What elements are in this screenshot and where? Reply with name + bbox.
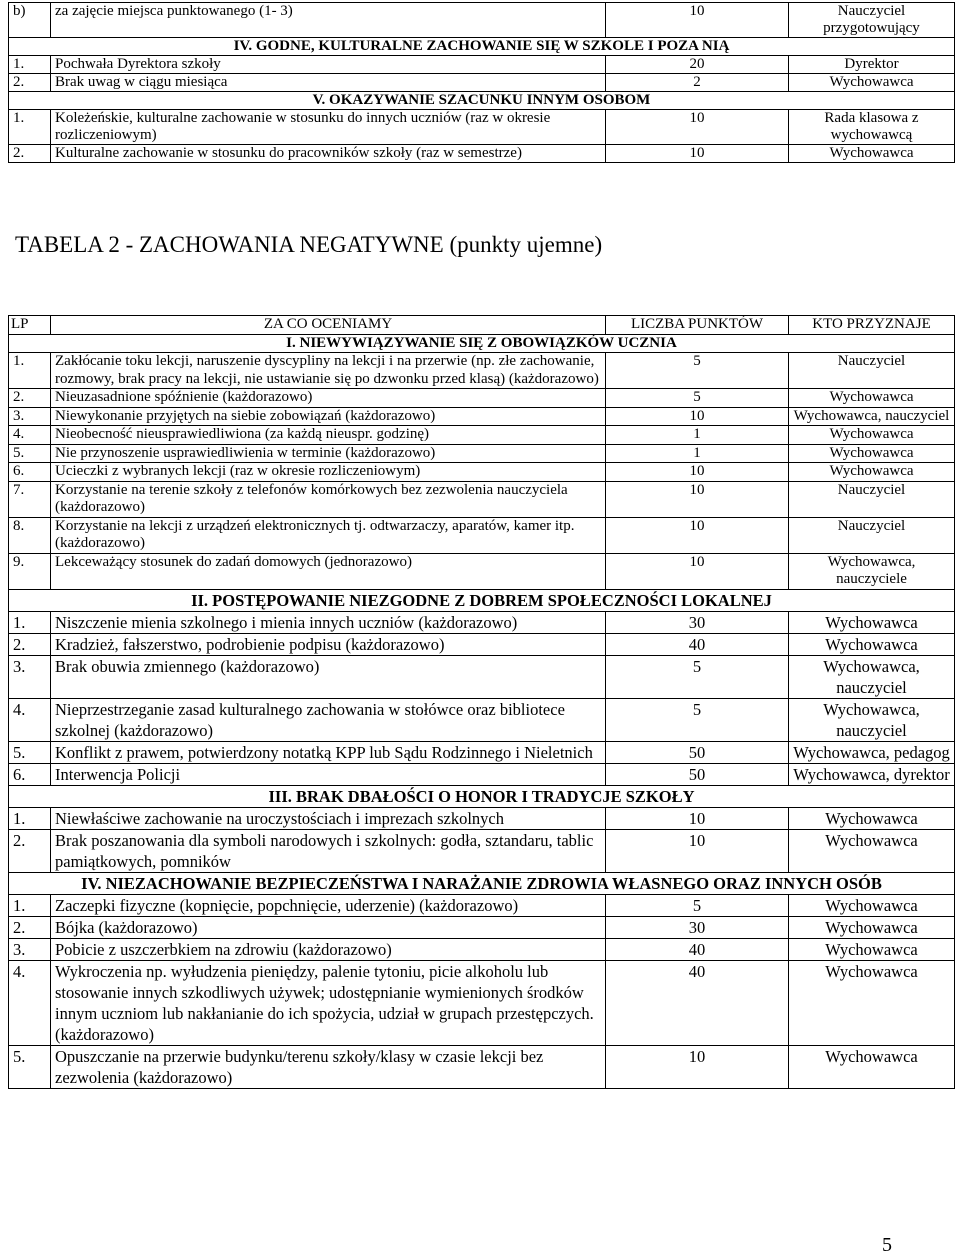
table-row <box>9 611 955 633</box>
section-title: III. BRAK DBAŁOŚCI O HONOR I TRADYCJE SZKOŁY <box>9 785 955 807</box>
section-row <box>9 589 955 611</box>
page-number: 5 <box>882 1234 892 1256</box>
row-awarded-by: Wychowawca <box>789 894 955 916</box>
row-number: b) <box>9 3 51 38</box>
table-row <box>9 829 955 872</box>
row-awarded-by: Wychowawca, dyrektor <box>789 763 955 785</box>
row-number: 5. <box>9 444 51 463</box>
row-description: Niszczenie mienia szkolnego i mienia innych uczniów (każdorazowo) <box>51 611 606 633</box>
row-points: 10 <box>606 481 789 517</box>
row-number: 2. <box>9 145 51 163</box>
row-awarded-by: Wychowawca, nauczyciel <box>789 655 955 698</box>
row-number: 2. <box>9 389 51 408</box>
row-awarded-by: Wychowawca <box>789 611 955 633</box>
row-number: 2. <box>9 916 51 938</box>
row-description: za zajęcie miejsca punktowanego (1- 3) <box>51 3 606 38</box>
table-row <box>9 807 955 829</box>
table-row <box>9 916 955 938</box>
row-awarded-by: Nauczyciel <box>789 481 955 517</box>
row-number: 5. <box>9 1045 51 1088</box>
row-points: 10 <box>606 110 789 145</box>
table-row <box>9 960 955 1045</box>
row-description: Brak poszanowania dla symboli narodowych i szkolnych: godła, sztandaru, tablic pamiątkowych, pomników <box>51 829 606 872</box>
row-description: Brak obuwia zmiennego (każdorazowo) <box>51 655 606 698</box>
row-points: 10 <box>606 145 789 163</box>
row-awarded-by: Wychowawca <box>789 444 955 463</box>
table-row <box>9 389 955 408</box>
row-awarded-by: Wychowawca <box>789 145 955 163</box>
row-awarded-by: Wychowawca <box>789 426 955 445</box>
header-lp: LP <box>9 316 51 335</box>
row-awarded-by: Rada klasowa z wychowawcą <box>789 110 955 145</box>
row-description: Zaczepki fizyczne (kopnięcie, popchnięcie, uderzenie) (każdorazowo) <box>51 894 606 916</box>
row-description: Nie przynoszenie usprawiedliwienia w terminie (każdorazowo) <box>51 444 606 463</box>
row-number: 5. <box>9 741 51 763</box>
section-title: II. POSTĘPOWANIE NIEZGODNE Z DOBREM SPOŁECZNOŚCI LOKALNEJ <box>9 589 955 611</box>
row-number: 3. <box>9 407 51 426</box>
table-row <box>9 763 955 785</box>
row-description: Ucieczki z wybranych lekcji (raz w okresie rozliczeniowym) <box>51 463 606 482</box>
table-row <box>9 894 955 916</box>
row-points: 10 <box>606 517 789 553</box>
table-row <box>9 698 955 741</box>
table-row <box>9 633 955 655</box>
table-header-row <box>9 316 955 335</box>
table2-heading: TABELA 2 - ZACHOWANIA NEGATYWNE (punkty ujemne) <box>15 232 603 257</box>
row-number: 1. <box>9 56 51 74</box>
row-points: 5 <box>606 353 789 389</box>
row-points: 1 <box>606 426 789 445</box>
row-awarded-by: Nauczyciel <box>789 353 955 389</box>
row-description: Pobicie z uszczerbkiem na zdrowiu (każdorazowo) <box>51 938 606 960</box>
row-points: 10 <box>606 407 789 426</box>
header-what: ZA CO OCENIAMY <box>51 316 606 335</box>
row-description: Konflikt z prawem, potwierdzony notatką KPP lub Sądu Rodzinnego i Nieletnich <box>51 741 606 763</box>
row-points: 40 <box>606 633 789 655</box>
row-number: 3. <box>9 938 51 960</box>
row-awarded-by: Wychowawca <box>789 916 955 938</box>
row-description: Pochwała Dyrektora szkoły <box>51 56 606 74</box>
row-number: 6. <box>9 763 51 785</box>
table-row <box>9 741 955 763</box>
row-number: 9. <box>9 553 51 589</box>
row-points: 40 <box>606 960 789 1045</box>
row-awarded-by: Wychowawca <box>789 389 955 408</box>
table-row <box>9 3 955 38</box>
row-description: Nieuzasadnione spóźnienie (każdorazowo) <box>51 389 606 408</box>
row-awarded-by: Wychowawca <box>789 829 955 872</box>
row-number: 7. <box>9 481 51 517</box>
row-description: Niewłaściwe zachowanie na uroczystościach i imprezach szkolnych <box>51 807 606 829</box>
row-description: Nieprzestrzeganie zasad kulturalnego zachowania w stołówce oraz bibliotece szkolnej (każdorazowo) <box>51 698 606 741</box>
row-number: 1. <box>9 807 51 829</box>
section-row <box>9 785 955 807</box>
table-row <box>9 145 955 163</box>
row-awarded-by: Dyrektor <box>789 56 955 74</box>
row-number: 1. <box>9 894 51 916</box>
table-row <box>9 74 955 92</box>
table-row <box>9 110 955 145</box>
row-awarded-by: Wychowawca <box>789 807 955 829</box>
row-description: Zakłócanie toku lekcji, naruszenie dyscypliny na lekcji i na przerwie (np. złe zachowanie, rozmowy, brak pracy na lekcji, nie ustawianie się po dzwonku przed klasą) (każdorazowo) <box>51 353 606 389</box>
row-number: 1. <box>9 611 51 633</box>
table-row <box>9 1045 955 1088</box>
row-awarded-by: Wychowawca <box>789 74 955 92</box>
row-awarded-by: Wychowawca <box>789 463 955 482</box>
row-number: 2. <box>9 829 51 872</box>
row-points: 10 <box>606 553 789 589</box>
row-awarded-by: Wychowawca <box>789 938 955 960</box>
row-description: Nieobecność nieusprawiedliwiona (za każdą nieuspr. godzinę) <box>51 426 606 445</box>
row-awarded-by: Wychowawca, nauczyciel <box>789 407 955 426</box>
section-row <box>9 38 955 56</box>
row-awarded-by: Wychowawca <box>789 960 955 1045</box>
section-title: IV. NIEZACHOWANIE BEZPIECZEŃSTWA I NARAŻANIE ZDROWIA WŁASNEGO ORAZ INNYCH OSÓB <box>9 872 955 894</box>
row-number: 8. <box>9 517 51 553</box>
row-description: Interwencja Policji <box>51 763 606 785</box>
row-points: 5 <box>606 389 789 408</box>
row-description: Bójka (każdorazowo) <box>51 916 606 938</box>
row-number: 2. <box>9 633 51 655</box>
row-points: 10 <box>606 3 789 38</box>
row-number: 6. <box>9 463 51 482</box>
row-points: 10 <box>606 807 789 829</box>
row-points: 10 <box>606 463 789 482</box>
row-awarded-by: Wychowawca, nauczyciele <box>789 553 955 589</box>
row-number: 4. <box>9 426 51 445</box>
header-points: LICZBA PUNKTÓW <box>606 316 789 335</box>
row-number: 1. <box>9 110 51 145</box>
row-points: 5 <box>606 655 789 698</box>
row-points: 1 <box>606 444 789 463</box>
row-points: 30 <box>606 916 789 938</box>
row-description: Lekceważący stosunek do zadań domowych (jednorazowo) <box>51 553 606 589</box>
row-description: Korzystanie na terenie szkoły z telefonów komórkowych bez zezwolenia nauczyciela (każdorazowo) <box>51 481 606 517</box>
row-number: 3. <box>9 655 51 698</box>
section-row <box>9 872 955 894</box>
row-description: Brak uwag w ciągu miesiąca <box>51 74 606 92</box>
table-row <box>9 426 955 445</box>
row-description: Kulturalne zachowanie w stosunku do pracowników szkoły (raz w semestrze) <box>51 145 606 163</box>
row-description: Korzystanie na lekcji z urządzeń elektronicznych tj. odtwarzaczy, aparatów, kamer itp. (każdorazowo) <box>51 517 606 553</box>
table-row <box>9 553 955 589</box>
row-description: Wykroczenia np. wyłudzenia pieniędzy, palenie tytoniu, picie alkoholu lub stosowanie innych szkodliwych używek; udostępnianie wymienionych środków innym uczniom lub nakłanianie do ich spożycia, udział w grupach przestępczych. (każdorazowo) <box>51 960 606 1045</box>
row-number: 2. <box>9 74 51 92</box>
table-row <box>9 463 955 482</box>
positive-behaviour-table <box>8 2 955 163</box>
row-description: Niewykonanie przyjętych na siebie zobowiązań (każdorazowo) <box>51 407 606 426</box>
table-row <box>9 56 955 74</box>
row-points: 50 <box>606 763 789 785</box>
row-description: Kradzież, fałszerstwo, podrobienie podpisu (każdorazowo) <box>51 633 606 655</box>
row-awarded-by: Wychowawca <box>789 1045 955 1088</box>
negative-behaviour-table <box>8 315 955 1089</box>
section-row <box>9 334 955 353</box>
section-title: IV. GODNE, KULTURALNE ZACHOWANIE SIĘ W SZKOLE I POZA NIĄ <box>9 38 955 56</box>
row-points: 10 <box>606 1045 789 1088</box>
row-awarded-by: Wychowawca, nauczyciel <box>789 698 955 741</box>
table-row <box>9 444 955 463</box>
row-points: 2 <box>606 74 789 92</box>
row-points: 5 <box>606 894 789 916</box>
table-row <box>9 353 955 389</box>
row-number: 4. <box>9 698 51 741</box>
row-points: 40 <box>606 938 789 960</box>
section-row <box>9 92 955 110</box>
row-number: 1. <box>9 353 51 389</box>
row-description: Koleżeńskie, kulturalne zachowanie w stosunku do innych uczniów (raz w okresie rozliczeniowym) <box>51 110 606 145</box>
table-row <box>9 938 955 960</box>
row-awarded-by: Nauczyciel przygotowujący <box>789 3 955 38</box>
row-number: 4. <box>9 960 51 1045</box>
row-awarded-by: Nauczyciel <box>789 517 955 553</box>
row-points: 10 <box>606 829 789 872</box>
row-points: 30 <box>606 611 789 633</box>
table-row <box>9 407 955 426</box>
row-points: 5 <box>606 698 789 741</box>
row-description: Opuszczanie na przerwie budynku/terenu szkoły/klasy w czasie lekcji bez zezwolenia (każdorazowo) <box>51 1045 606 1088</box>
row-awarded-by: Wychowawca, pedagog <box>789 741 955 763</box>
table-row <box>9 517 955 553</box>
row-points: 50 <box>606 741 789 763</box>
row-awarded-by: Wychowawca <box>789 633 955 655</box>
row-points: 20 <box>606 56 789 74</box>
table-row <box>9 481 955 517</box>
header-who: KTO PRZYZNAJE <box>789 316 955 335</box>
section-title: V. OKAZYWANIE SZACUNKU INNYM OSOBOM <box>9 92 955 110</box>
table-row <box>9 655 955 698</box>
section-title: I. NIEWYWIĄZYWANIE SIĘ Z OBOWIĄZKÓW UCZNIA <box>9 334 955 353</box>
